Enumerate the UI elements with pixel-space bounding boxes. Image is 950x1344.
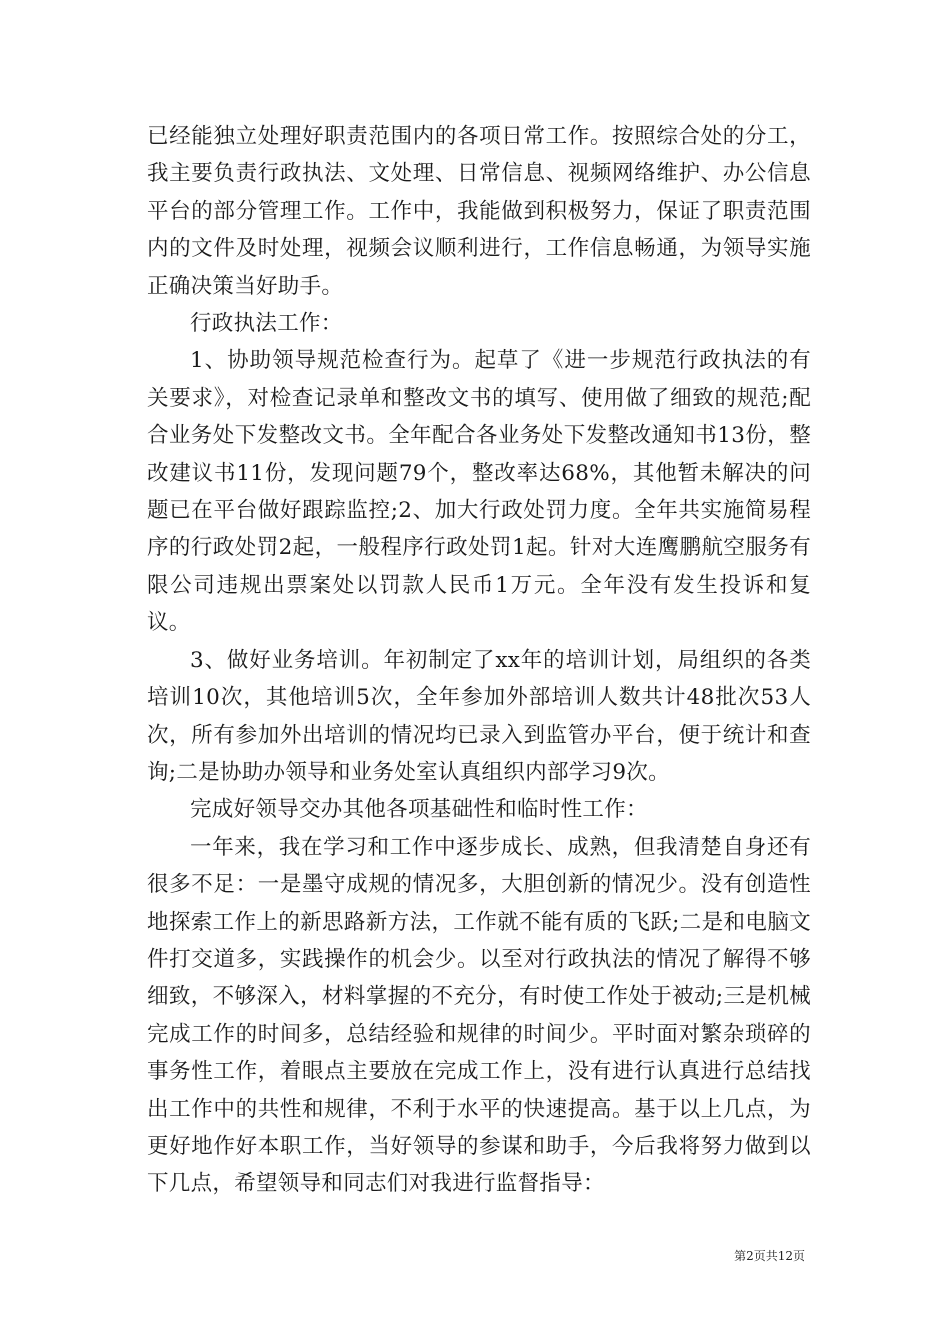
- paragraph-6: 一年来，我在学习和工作中逐步成长、成熟，但我清楚自身还有很多不足：一是墨守成规的情况多，大胆创新的情况少。没有创造性地探索工作上的新思路新方法，工作就不能有质的飞跃;二是和电脑文件打交道多，实践操作的机会少。以至对行政执法的情况了解得不够细致，不够深入，材料掌握的不充分，有时使工作处于被动;三是机械完成工作的时间多，总结经验和规律的时间少。平时面对繁杂琐碎的事务性工作，着眼点主要放在完成工作上，没有进行认真进行总结找出工作中的共性和规律，不利于水平的快速提高。基于以上几点，为更好地作好本职工作，当好领导的参谋和助手，今后我将努力做到以下几点，希望领导和同志们对我进行监督指导：: [147, 834, 811, 1197]
- paragraph-2: 行政执法工作：: [190, 311, 343, 337]
- paragraph-4: 3、做好业务培训。年初制定了xx年的培训计划，局组织的各类培训10次，其他培训5次，全年参加外部培训人数共计48批次53人次，所有参加外出培训的情况均已录入到监管办平台，便于统计和查询;二是协助办领导和业务处室认真组织内部学习9次。: [147, 647, 811, 785]
- paragraph-3: 1、协助领导规范检查行为。起草了《进一步规范行政执法的有关要求》，对检查记录单和整改文书的填写、使用做了细致的规范;配合业务处下发整改文书。全年配合各业务处下发整改通知书13份，整改建议书11份，发现问题79个，整改率达68%，其他暂未解决的问题已在平台做好跟踪监控;2、加大行政处罚力度。全年共实施简易程序的行政处罚2起，一般程序行政处罚1起。针对大连鹰鹏航空服务有限公司违规出票案处以罚款人民币1万元。全年没有发生投诉和复议。: [147, 348, 811, 636]
- document-body: [147, 118, 811, 1203]
- paragraph-5: 完成好领导交办其他各项基础性和临时性工作：: [190, 797, 648, 823]
- paragraph-1: 已经能独立处理好职责范围内的各项日常工作。按照综合处的分工，我主要负责行政执法、文处理、日常信息、视频网络维护、办公信息平台的部分管理工作。工作中，我能做到积极努力，保证了职责范围内的文件及时处理，视频会议顺利进行，工作信息畅通，为领导实施正确决策当好助手。: [147, 124, 811, 299]
- page-number-footer: 第2页共12页: [734, 1249, 805, 1263]
